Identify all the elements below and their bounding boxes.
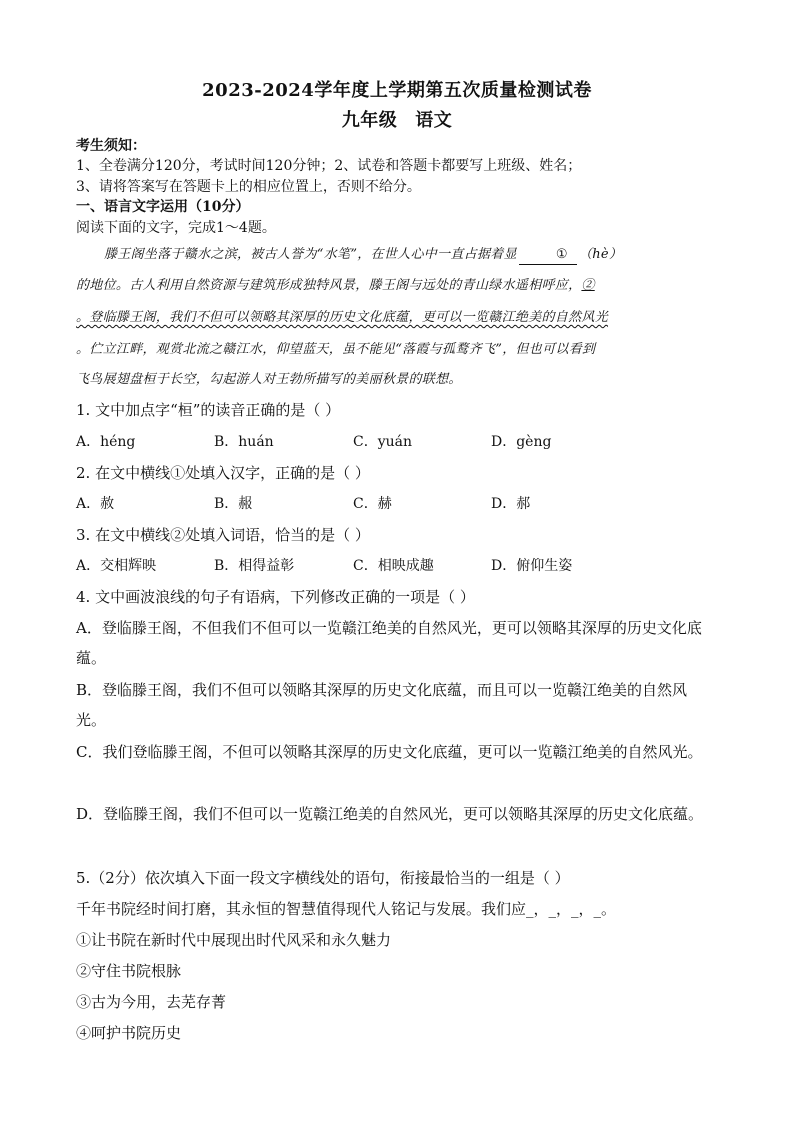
question-4-option-c: C．我们登临滕王阁，不但可以领略其深厚的历史文化底蕴，更可以一览赣江绝美的自然风光。 [76,743,703,761]
passage-line-4: 。伫立江畔，观赏北流之赣江水，仰望蓝天，虽不能见“落霞与孤鹜齐飞”，但也可以看到 [76,342,596,357]
passage-line-5: 飞鸟展翅盘桓于长空，勾起游人对王勃所描写的美丽秋景的联想。 [76,372,462,387]
option-b: B．赧 [214,496,253,512]
grade-label: 九年级 [341,110,398,131]
passage-line-3 [76,309,726,327]
exam-subtitle [0,110,794,132]
option-d: D．俯仰生姿 [491,558,573,574]
option-c: C．相映成趣 [353,558,434,574]
question-5-item-1: ①让书院在新时代中展现出时代风采和永久魅力 [76,931,392,949]
wavy-sentence: 。登临滕王阁，我们不但可以领略其深厚的历史文化底蕴，更可以一览赣江绝美的自然风光 [76,310,609,325]
question-4-stem: 4. 文中画波浪线的句子有语病，下列修改正确的一项是（ ） [76,588,475,606]
option-c: C．yuán [353,434,413,450]
passage-text: 滕王阁坐落于赣水之滨，被古人誉为“水笔”，在世人心中一直占据着显 [104,247,517,262]
question-2-options [76,494,726,514]
question-5-stem: 5.（2分）依次填入下面一段文字横线处的语句，衔接最恰当的一组是（ ） [76,869,570,887]
exam-title: 2023-2024学年度上学期第五次质量检测试卷 [202,80,592,101]
option-d: D．gèng [491,434,552,450]
question-1-stem: 1. 文中加点字“桓”的读音正确的是（ ） [76,401,341,419]
option-c: C．赫 [353,496,392,512]
question-3-stem: 3. 在文中横线②处填入词语，恰当的是（ ） [76,526,370,544]
notice-line-1: 1、全卷满分120分，考试时间120分钟；2、试卷和答题卡都要写上班级、姓名； [76,158,582,174]
question-3-options [76,556,726,576]
option-a: A．交相辉映 [76,558,157,574]
notice-line-2: 3、请将答案写在答题卡上的相应位置上，否则不给分。 [76,179,421,195]
question-5-item-4: ④呵护书院历史 [76,1024,182,1042]
passage-line-1 [76,246,726,265]
section-instruction: 阅读下面的文字，完成1～4题。 [76,220,276,236]
section-heading: 一、语言文字运用（10分） [76,199,250,215]
option-b: B．相得益彰 [214,558,295,574]
question-5-item-2: ②守住书院根脉 [76,962,182,980]
option-a: A．héng [76,434,136,450]
question-5-context: 千年书院经时间打磨，其永恒的智慧值得现代人铭记与发展。我们应_，_，_，_。 [76,900,617,918]
notice-heading: 考生须知： [76,138,146,154]
passage-line-2 [76,277,726,295]
option-a: A．赦 [76,496,115,512]
passage-text: 的地位。古人利用自然资源与建筑形成独特风景，滕王阁与远处的青山绿水遥相呼应， [76,278,582,293]
question-5-item-3: ③古为今用，去芜存菁 [76,993,227,1011]
question-2-stem: 2. 在文中横线①处填入汉字，正确的是（ ） [76,464,370,482]
question-4-option-b: B．登临滕王阁，我们不但可以领略其深厚的历史文化底蕴，而且可以一览赣江绝美的自然风光。 [76,681,688,729]
question-4-option-a: A．登临滕王阁，不但我们不但可以一览赣江绝美的自然风光，更可以领略其深厚的历史文化底蕴。 [76,619,702,667]
blank-2: ② [581,278,595,293]
blank-1: ① [519,246,577,265]
question-4-option-d: D．登临滕王阁，我们不但可以一览赣江绝美的自然风光，更可以领略其深厚的历史文化底蕴。 [76,805,704,823]
pinyin-note: （hè） [578,247,623,262]
option-b: B．huán [214,434,274,450]
option-d: D．郝 [491,496,531,512]
subject-label: 语文 [415,110,453,131]
question-1-options [76,432,726,452]
